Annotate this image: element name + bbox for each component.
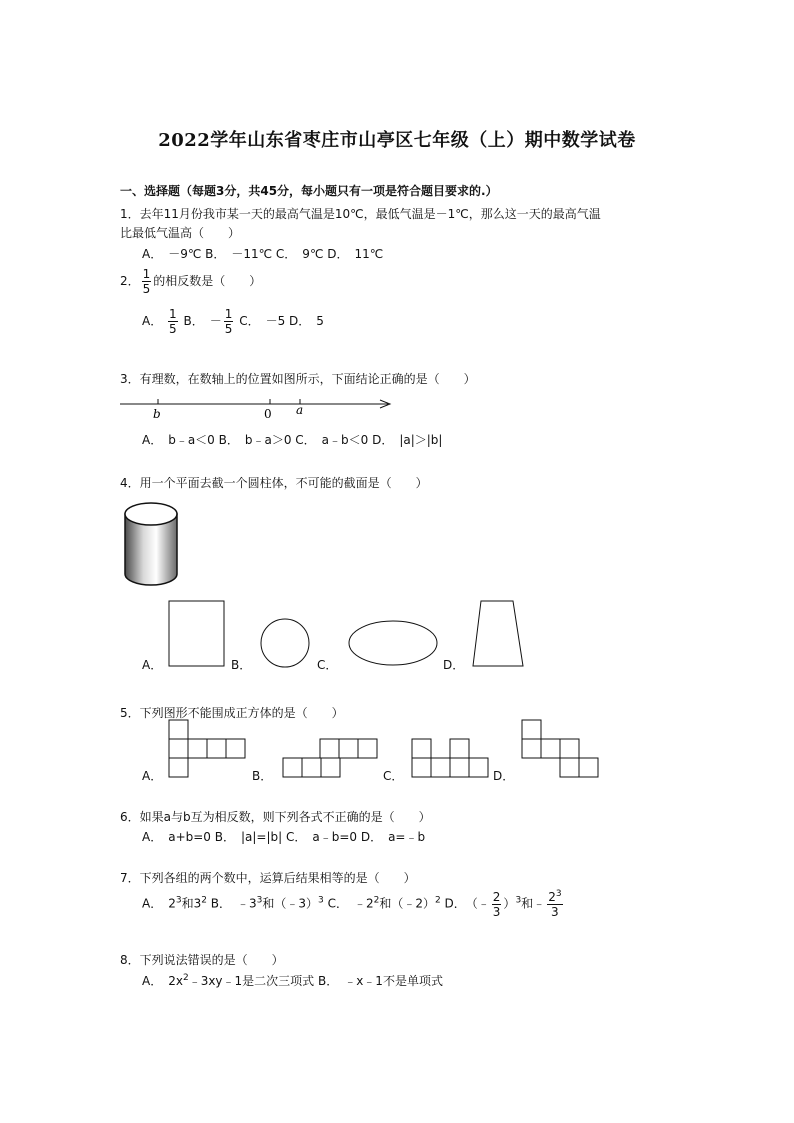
label-b: b <box>153 407 161 421</box>
question-1-line1: 1．去年11月份我市某一天的最高气温是10℃，最低气温是－1℃，那么这一天的最高气温 <box>120 207 601 221</box>
question-number: 2． <box>120 274 140 288</box>
q5-option-b: B． <box>252 769 273 783</box>
cube-net-d <box>521 719 599 779</box>
ellipse-shape <box>346 618 440 668</box>
number-line <box>118 394 398 424</box>
trapezoid-shape <box>470 600 526 668</box>
circle-shape <box>258 617 312 669</box>
label-zero: 0 <box>264 407 272 421</box>
q5-option-d: D． <box>493 769 515 783</box>
q4-option-c: C． <box>317 658 338 672</box>
fraction: $\frac{1}{5}$ <box>224 307 233 336</box>
question-8-options: A． $2x^2﹣3xy﹣1$是二次三项式 B． ﹣x﹣1不是单项式 <box>142 973 443 988</box>
question-3-options: A． b﹣a＜0 B． b﹣a＞0 C． a﹣b＜0 D． |a|＞|b| <box>142 433 443 447</box>
question-5-stem: 5．下列图形不能围成正方体的是（ ） <box>120 706 344 720</box>
section-heading: 一、选择题（每题3分，共45分，每小题只有一项是符合题目要求的.） <box>120 184 498 198</box>
q4-option-a: A． <box>142 658 163 672</box>
q5-option-c: C． <box>383 769 404 783</box>
q4-option-d: D． <box>443 658 465 672</box>
question-7-options: A． $2^3$和$3^2$ B． $﹣3^3$和（﹣3）$^3$ C． $﹣2^2$和（﹣2）$^2$ D． （﹣ $\frac{2}{3}$ ）$^3$和﹣ $\frac{2^3}{3}$ <box>142 889 562 919</box>
rectangle-shape <box>168 600 226 668</box>
question-1-line2: 比最低气温高（ ） <box>120 226 241 240</box>
page-title: 2022学年山东省枣庄市山亭区七年级（上）期中数学试卷 <box>158 130 636 151</box>
question-4-stem: 4．用一个平面去截一个圆柱体，不可能的截面是（ ） <box>120 476 428 490</box>
fraction: $\frac{1}{5}$ <box>142 267 151 296</box>
cube-net-b <box>282 738 378 780</box>
q4-option-b: B． <box>231 658 252 672</box>
fraction: $\frac{1}{5}$ <box>169 307 177 336</box>
cube-net-c <box>411 738 491 780</box>
cube-net-a <box>168 719 248 779</box>
fraction: $\frac{2^3}{3}$ <box>548 889 562 919</box>
question-6-stem: 6．如果a与b互为相反数，则下列各式不正确的是（ ） <box>120 810 431 824</box>
question-1-options: A． －9℃ B． －11℃ C． 9℃ D． 11℃ <box>142 247 384 261</box>
fraction: $\frac{2}{3}$ <box>492 889 501 919</box>
question-8-stem: 8．下列说法错误的是（ ） <box>120 953 284 967</box>
question-2-stem: 2． $\frac{1}{5}$ 的相反数是（ ） <box>120 267 262 296</box>
question-2-options: A． $\frac{1}{5}$ B． － $\frac{1}{5}$ C． －5 D． 5 <box>142 307 324 336</box>
question-3-stem: 3．有理数，在数轴上的位置如图所示，下面结论正确的是（ ） <box>120 372 476 386</box>
label-a: a <box>296 403 304 417</box>
question-7-stem: 7．下列各组的两个数中，运算后结果相等的是（ ） <box>120 871 416 885</box>
question-6-options: A． a+b=0 B． |a|=|b| C． a﹣b=0 D． a=﹣b <box>142 830 426 844</box>
cylinder-figure <box>120 497 180 589</box>
q5-option-a: A． <box>142 769 163 783</box>
